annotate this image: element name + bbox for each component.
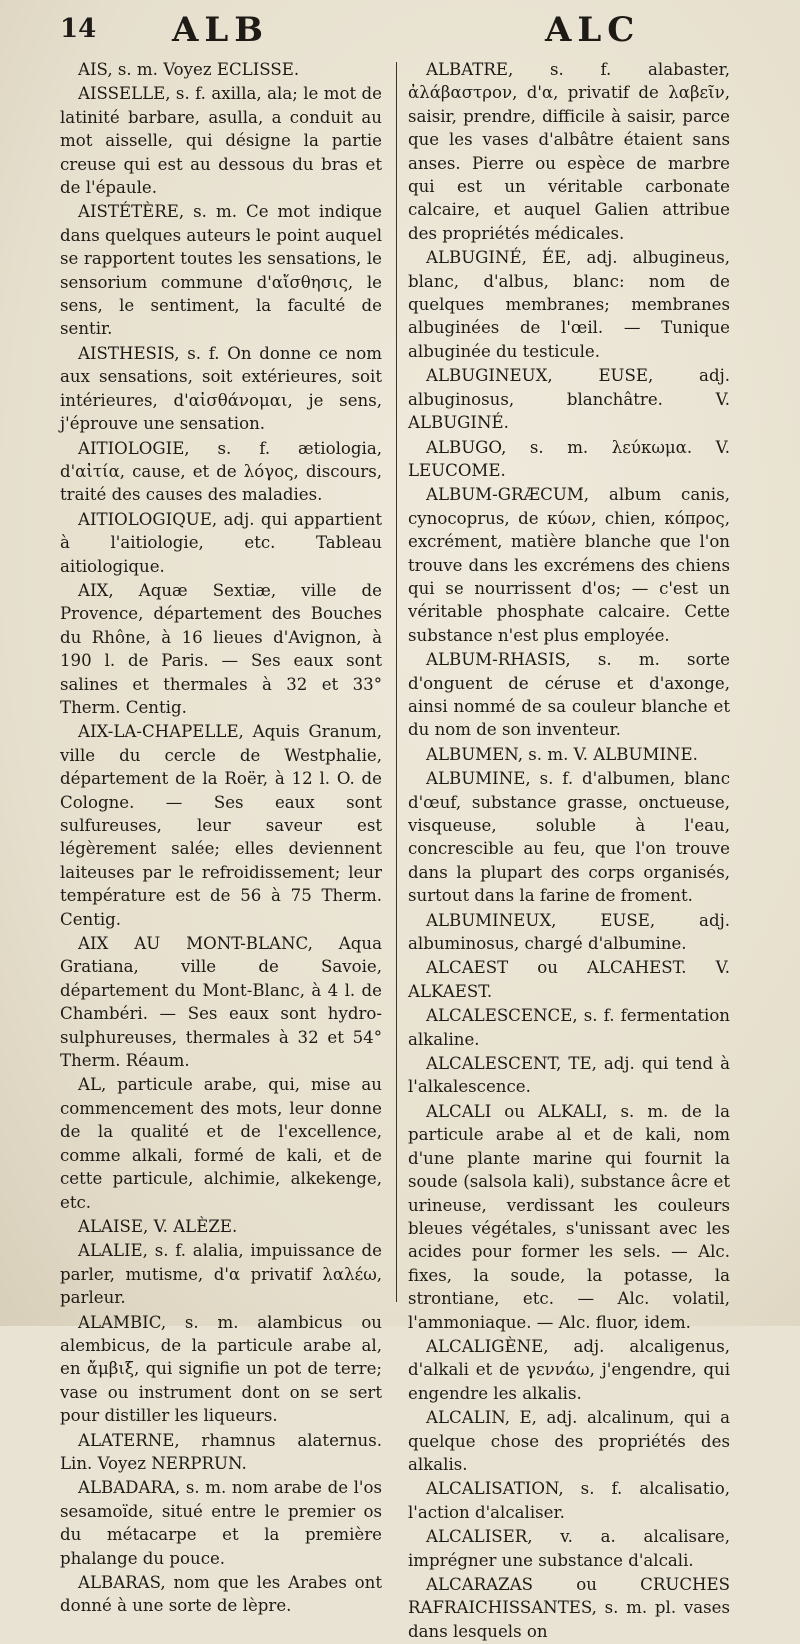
entry-aix-au-mont-blanc: AIX AU MONT-BLANC, Aqua Gratiana, ville de Savoie, département du Mont-Blanc, à 4 l. de Chambéri. — Ses eaux sont hydro-sulphureuses, thermales à 32 et 54° Therm. Réaum. <box>60 934 382 1071</box>
entry-albadara: ALBADARA, s. m. nom arabe de l'os sesamoïde, situé entre le premier os du métacarpe et la première phalange du pouce. <box>60 1478 382 1568</box>
entry-albaras: ALBARAS, nom que les Arabes ont donné à une sorte de lèpre. <box>60 1573 382 1616</box>
entry-alcaligene: ALCALIGÈNE, adj. alcaligenus, d'alkali et de γεννάω, j'engendre, qui engendre les alkalis. <box>408 1336 730 1403</box>
entry-albugo: ALBUGO, s. m. λεύκωμα. V. LEUCOME. <box>408 437 730 480</box>
entry-aix-la-chapelle: AIX-LA-CHAPELLE, Aquis Granum, ville du cercle de Westphalie, département de la Roër, à 12 l. O. de Cologne. — Ses eaux sont sulfureuses, leur saveur est légèrement salée; elles deviennent laiteuses par le refroidissement; leur température est de 56 à 75 Therm. Centig. <box>60 722 382 929</box>
entry-alcalescent: ALCALESCENT, TE, adj. qui tend à l'alkalescence. <box>408 1054 730 1097</box>
entry-albumen: ALBUMEN, s. m. V. ALBUMINE. <box>426 744 698 764</box>
entry-alcaest: ALCAEST ou ALCAHEST. V. ALKAEST. <box>408 958 730 1001</box>
entry-albugine: ALBUGINÉ, ÉE, adj. albugineus, blanc, d'albus, blanc: nom de quelques membranes; membranes albuginées de l'œil. — Tunique albuginée du testicule. <box>408 248 730 361</box>
entry-albugineux: ALBUGINEUX, EUSE, adj. albuginosus, blanchâtre. V. ALBUGINÉ. <box>408 366 730 433</box>
entry-aisselle: AISSELLE, s. f. axilla, ala; le mot de latinité barbare, asulla, a conduit au mot aisselle, qui désigne la partie creuse qui est au dessous du bras et de l'épaule. <box>60 84 382 198</box>
left-column <box>60 58 382 1619</box>
right-column <box>408 58 730 1644</box>
running-head-left: ALB <box>172 10 270 50</box>
entry-alambic: ALAMBIC, s. m. alambicus ou alembicus, de la particule arabe al, en ἄμβιξ, qui signifie un pot de terre; vase ou instrument dont on se sert pour distiller les liqueurs. <box>60 1312 382 1426</box>
entry-alcalin: ALCALIN, E, adj. alcalinum, qui a quelque chose des propriétés des alkalis. <box>408 1408 730 1474</box>
entry-album-graecum: ALBUM-GRÆCUM, album canis, cynocoprus, de κύων, chien, κόπρος, excrément, matière blanche que l'on trouve dans les excrémens des chiens qui se nourrissent d'os; — c'est un véritable phosphate calcaire. Cette substance n'est plus employée. <box>408 485 730 645</box>
entry-alcalisation: ALCALISATION, s. f. alcalisatio, l'action d'alcaliser. <box>408 1479 730 1522</box>
entry-albatre: ALBATRE, s. f. alabaster, ἀλάβαστρον, d'α, privatif de λαβεῖν, saisir, prendre, difficile à saisir, parce que les vases d'albâtre étaient sans anses. Pierre ou espèce de marbre qui est un véritable carbonate calcaire, et auquel Galien attribue des propriétés médicales. <box>408 60 730 243</box>
entry-aix: AIX, Aquæ Sextiæ, ville de Provence, département des Bouches du Rhône, à 16 lieues d'Avignon, à 190 l. de Paris. — Ses eaux sont salines et thermales à 32 et 33° Therm. Centig. <box>60 580 382 717</box>
entry-alalie: ALALIE, s. f. alalia, impuissance de parler, mutisme, d'α privatif λαλέω, parleur. <box>60 1241 382 1308</box>
column-divider <box>396 62 397 1302</box>
entry-alcalescence: ALCALESCENCE, s. f. fermentation alkaline. <box>408 1006 730 1049</box>
running-head-right: ALC <box>545 10 641 50</box>
entry-albumine: ALBUMINE, s. f. d'albumen, blanc d'œuf, substance grasse, onctueuse, visqueuse, soluble à l'eau, concrescible au feu, que l'on trouve dans la plupart des corps organisés, surtout dans la farine de froment. <box>408 769 730 906</box>
entry-albumineux: ALBUMINEUX, EUSE, adj. albuminosus, chargé d'albumine. <box>408 910 730 954</box>
entry-alaterne: ALATERNE, rhamnus alaternus. Lin. Voyez NERPRUN. <box>60 1430 382 1473</box>
page-number: 14 <box>60 14 97 44</box>
entry-aitiologie: AITIOLOGIE, s. f. ætiologia, d'αἰτία, cause, et de λόγος, discours, traité des causes des maladies. <box>60 438 382 505</box>
entry-alcali: ALCALI ou ALKALI, s. m. de la particule arabe al et de kali, nom d'une plante marine qui fournit la soude (salsola kali), substance âcre et urineuse, verdissant les couleurs bleues végétales, s'unissant avec les acides pour former les sels. — Alc. fixes, la soude, la potasse, la strontiane, etc. — Alc. volatil, l'ammoniaque. — Alc. fluor, idem. <box>408 1101 730 1332</box>
entry-alaise: ALAISE, V. ALÈZE. <box>78 1216 238 1236</box>
entry-al: AL, particule arabe, qui, mise au commencement des mots, leur donne de la qualité et de l'excellence, comme alkali, formé de kali, et de cette particule, alchimie, alkekenge, etc. <box>60 1075 382 1212</box>
entry-aisthesis: AISTHESIS, s. f. On donne ce nom aux sensations, soit extérieures, soit intérieures, d'αἰσθάνομαι, je sens, j'éprouve une sensation. <box>60 343 382 434</box>
entry-aitiologique: AITIOLOGIQUE, adj. qui appartient à l'aitiologie, etc. Tableau aitiologique. <box>60 509 382 576</box>
entry-ais: AIS, s. m. Voyez ECLISSE. <box>78 60 300 79</box>
entry-alcaliser: ALCALISER, v. a. alcalisare, imprégner une substance d'alcali. <box>408 1527 730 1570</box>
entry-aistetere: AISTÉTÈRE, s. m. Ce mot indique dans quelques auteurs le point auquel se rapportent toutes les sensations, le sensorium commune d'αἴσθησις, le sens, le sentiment, la faculté de sentir. <box>60 202 382 339</box>
entry-alcarazas: ALCARAZAS ou CRUCHES RAFRAICHISSANTES, s. m. pl. vases dans lesquels on <box>408 1575 730 1641</box>
entry-album-rhasis: ALBUM-RHASIS, s. m. sorte d'onguent de céruse et d'axonge, ainsi nommé de sa couleur blanche et du nom de son inventeur. <box>408 650 730 740</box>
